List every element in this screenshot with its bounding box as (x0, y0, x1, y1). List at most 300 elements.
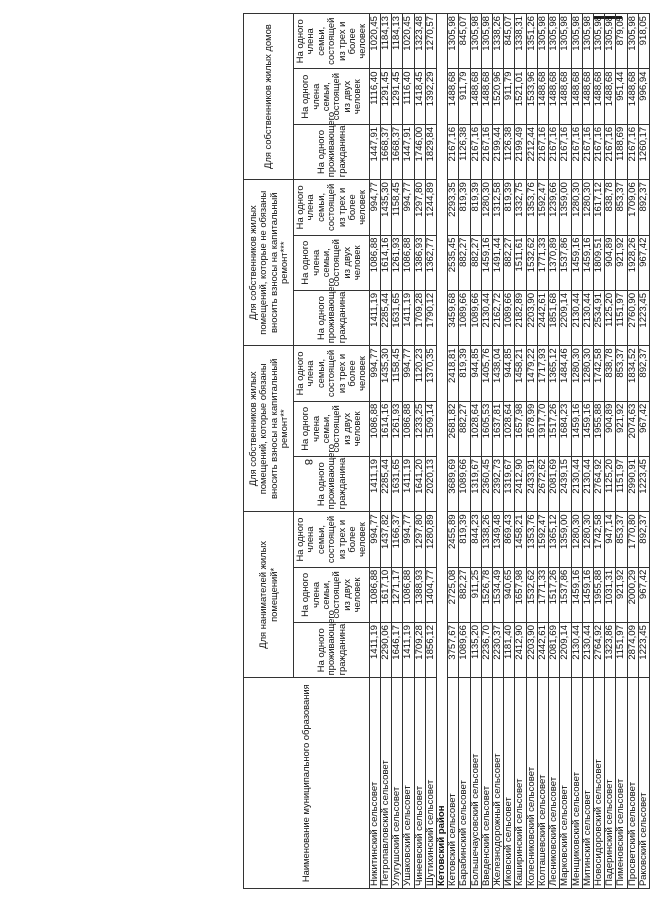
value-cell: 2672,62 (537, 457, 548, 512)
value-cell: 1488,68 (582, 69, 593, 124)
municipality-name: Иковский сельсовет (504, 678, 515, 889)
value-cell: 951,44 (616, 69, 627, 124)
value-cell: 918,05 (638, 14, 649, 70)
value-cell: 1280,30 (481, 180, 492, 235)
value-cell: 2439,15 (560, 457, 571, 512)
value-cell: 3459,68 (448, 290, 459, 345)
value-cell: 1834,52 (627, 346, 638, 401)
value-cell: 892,37 (638, 512, 649, 567)
value-cell: 1532,62 (526, 567, 537, 622)
value-cell: 2285,44 (381, 457, 392, 512)
value-cell: 2203,90 (526, 290, 537, 345)
value-cell: 838,78 (605, 180, 616, 235)
value-cell: 1305,98 (582, 14, 593, 70)
value-cell: 2162,72 (493, 290, 504, 345)
municipality-name: Кетовский сельсовет (448, 678, 459, 889)
municipality-name: Раковский сельсовет (638, 678, 649, 889)
value-cell: 882,27 (459, 235, 470, 290)
table-row (448, 14, 459, 889)
value-cell: 1297,80 (414, 512, 425, 567)
table-row (582, 14, 593, 889)
value-cell: 2130,44 (571, 623, 582, 678)
value-cell: 1488,68 (470, 69, 481, 124)
value-cell: 947,14 (605, 512, 616, 567)
value-cell: 2199,44 (493, 124, 504, 179)
value-cell: 1305,98 (605, 14, 616, 70)
value-cell: 994,77 (403, 346, 414, 401)
subheader-3-2: На одного члена семьи, состоящей из двух человек (294, 235, 370, 290)
value-cell: 1955,88 (593, 401, 604, 456)
value-cell: 3689,69 (448, 457, 459, 512)
value-cell: 1086,88 (403, 401, 414, 456)
value-cell: 1488,68 (593, 69, 604, 124)
value-cell: 911,25 (470, 567, 481, 622)
value-cell: 944,85 (470, 346, 481, 401)
value-cell: 2236,70 (481, 623, 492, 678)
value-cell: 1418,45 (414, 69, 425, 124)
section-title: Кетовский район (437, 14, 448, 889)
municipality-name: Падеринский сельсовет (605, 678, 616, 889)
value-cell: 1086,88 (369, 567, 380, 622)
table-row (493, 14, 504, 889)
value-cell: 1305,98 (448, 14, 459, 70)
value-cell: 2442,61 (537, 290, 548, 345)
value-cell: 2412,90 (515, 457, 526, 512)
value-cell: 1031,31 (605, 567, 616, 622)
value-cell: 944,85 (504, 346, 515, 401)
municipality-name: Петропавловский сельсовет (381, 678, 392, 889)
value-cell: 1089,66 (459, 623, 470, 678)
value-cell: 1742,58 (593, 346, 604, 401)
value-cell: 1459,16 (571, 401, 582, 456)
value-cell: 3757,67 (448, 623, 459, 678)
municipality-name: Просветский сельсовет (627, 678, 638, 889)
value-cell: 2167,16 (481, 124, 492, 179)
value-cell: 994,77 (369, 512, 380, 567)
value-cell: 819,39 (470, 180, 481, 235)
value-cell: 1411,19 (369, 457, 380, 512)
value-cell: 2130,44 (582, 457, 593, 512)
value-cell: 2418,81 (448, 346, 459, 401)
value-cell: 2433,91 (526, 457, 537, 512)
value-cell: 1437,82 (381, 512, 392, 567)
value-cell: 2534,91 (593, 290, 604, 345)
value-cell: 2167,16 (605, 124, 616, 179)
value-cell: 1488,68 (605, 69, 616, 124)
value-cell: 2760,90 (627, 290, 638, 345)
value-cell: 1592,47 (537, 180, 548, 235)
value-cell: 1359,00 (560, 180, 571, 235)
municipality-name: Менщиковский сельсовет (571, 678, 582, 889)
rotated-table-container (243, 13, 649, 889)
municipality-name: Марковский сельсовет (560, 678, 571, 889)
table-row (381, 14, 392, 889)
value-cell: 921,92 (616, 401, 627, 456)
value-cell: 1353,76 (526, 512, 537, 567)
subheader-4-1: На одного проживающего гражданина (294, 124, 370, 179)
value-cell: 2081,69 (549, 457, 560, 512)
value-cell: 1479,22 (526, 346, 537, 401)
table-row (605, 14, 616, 889)
value-cell: 819,39 (459, 346, 470, 401)
municipality-name: Ушаковский сельсовет (403, 678, 414, 889)
value-cell: 1459,16 (481, 235, 492, 290)
value-cell: 1491,44 (493, 235, 504, 290)
value-cell: 879,05 (616, 14, 627, 70)
value-cell: 1261,93 (392, 401, 403, 456)
table-row (638, 14, 649, 889)
value-cell: 1319,67 (470, 457, 481, 512)
value-cell: 1411,19 (369, 290, 380, 345)
value-cell: 1411,19 (403, 623, 414, 678)
value-cell: 921,92 (616, 567, 627, 622)
municipality-name: Каширинский сельсовет (515, 678, 526, 889)
table-row (537, 14, 548, 889)
value-cell: 1809,51 (593, 235, 604, 290)
value-cell: 2764,92 (593, 623, 604, 678)
value-cell: 2360,45 (481, 457, 492, 512)
value-cell: 882,27 (459, 401, 470, 456)
value-cell: 2442,61 (537, 623, 548, 678)
value-cell: 2130,44 (481, 290, 492, 345)
value-cell: 2285,44 (381, 290, 392, 345)
tariff-table (243, 13, 650, 889)
subheader-2-2: На одного члена семьи, состоящей из двух человек (294, 401, 370, 456)
value-cell: 1305,98 (549, 14, 560, 70)
table-row (459, 14, 470, 889)
value-cell: 1125,20 (605, 290, 616, 345)
value-cell: 1534,49 (493, 567, 504, 622)
value-cell: 1637,81 (493, 401, 504, 456)
value-cell: 1447,91 (403, 124, 414, 179)
value-cell: 1280,30 (582, 346, 593, 401)
value-cell: 819,39 (459, 180, 470, 235)
value-cell: 2167,16 (549, 124, 560, 179)
value-cell: 1280,30 (571, 512, 582, 567)
value-cell: 1261,93 (392, 235, 403, 290)
value-cell: 1917,70 (537, 401, 548, 456)
value-cell: 1280,30 (571, 346, 582, 401)
value-cell: 1405,76 (481, 346, 492, 401)
value-cell: 1488,68 (627, 69, 638, 124)
value-cell: 1151,97 (616, 290, 627, 345)
value-cell: 967,42 (638, 401, 649, 456)
value-cell: 2167,16 (470, 124, 481, 179)
value-cell: 1435,30 (381, 346, 392, 401)
value-cell: 1459,16 (571, 235, 582, 290)
value-cell: 1488,68 (481, 69, 492, 124)
table-row (470, 14, 481, 889)
value-cell: 1411,19 (403, 457, 414, 512)
value-cell: 1521,01 (515, 69, 526, 124)
value-cell: 1158,45 (392, 180, 403, 235)
value-cell: 1086,88 (369, 235, 380, 290)
table-row (571, 14, 582, 889)
value-cell: 994,77 (369, 346, 380, 401)
header-group-house-owners: Для собственников жилых домов (244, 14, 294, 180)
value-cell: 904,89 (605, 235, 616, 290)
value-cell: 1020,45 (369, 14, 380, 70)
value-cell: 1631,65 (392, 457, 403, 512)
value-cell: 1184,13 (392, 14, 403, 70)
value-cell: 2764,92 (593, 457, 604, 512)
value-cell: 1297,80 (414, 180, 425, 235)
value-cell: 1305,98 (593, 14, 604, 70)
value-cell: 1484,46 (560, 346, 571, 401)
value-cell: 1323,86 (605, 623, 616, 678)
value-cell: 1459,16 (582, 567, 593, 622)
value-cell: 1517,26 (549, 401, 560, 456)
value-cell: 1668,37 (381, 124, 392, 179)
value-cell: 911,79 (459, 69, 470, 124)
value-cell: 1305,98 (481, 14, 492, 70)
value-cell: 1771,33 (537, 235, 548, 290)
value-cell: 1592,47 (537, 512, 548, 567)
value-cell: 2182,89 (515, 290, 526, 345)
table-row (616, 14, 627, 889)
subheader-4-2: На одного члена семьи, состоящей из двух человек (294, 69, 370, 124)
value-cell: 1537,86 (560, 235, 571, 290)
subheader-4-3: На одного члена семьи, состоящей из трех и более человек (294, 14, 370, 70)
table-row (593, 14, 604, 889)
value-cell: 1353,76 (526, 180, 537, 235)
value-cell: 2130,44 (582, 290, 593, 345)
value-cell: 1184,13 (381, 14, 392, 70)
value-cell: 1370,35 (425, 346, 436, 401)
value-cell: 2199,49 (515, 124, 526, 179)
value-cell: 1086,88 (403, 567, 414, 622)
value-cell: 844,23 (470, 512, 481, 567)
value-cell: 1928,26 (627, 235, 638, 290)
value-cell: 2209,14 (560, 290, 571, 345)
value-cell: 1305,98 (537, 14, 548, 70)
value-cell: 2455,89 (448, 512, 459, 567)
value-cell: 1338,26 (481, 512, 492, 567)
value-cell: 819,39 (459, 512, 470, 567)
value-cell: 1617,12 (593, 180, 604, 235)
subheader-3-3: На одного члена семьи, состоящей из трех и более человек (294, 180, 370, 235)
value-cell: 2167,16 (448, 124, 459, 179)
municipality-name: Большечаусовский сельсовет (470, 678, 481, 889)
value-cell: 1086,88 (403, 235, 414, 290)
value-cell: 1488,68 (571, 69, 582, 124)
value-cell: 1270,57 (425, 14, 436, 70)
value-cell: 1509,14 (425, 401, 436, 456)
value-cell: 2293,35 (448, 180, 459, 235)
value-cell: 1459,16 (582, 235, 593, 290)
municipality-name: Никитинский сельсовет (369, 678, 380, 889)
value-cell: 1305,98 (560, 14, 571, 70)
value-cell: 2074,63 (627, 401, 638, 456)
value-cell: 1116,40 (369, 69, 380, 124)
value-cell: 994,77 (403, 180, 414, 235)
value-cell: 1312,58 (493, 180, 504, 235)
value-cell: 1641,20 (414, 457, 425, 512)
municipality-name: Колесниковский сельсовет (526, 678, 537, 889)
value-cell: 1856,12 (425, 623, 436, 678)
value-cell: 892,37 (638, 346, 649, 401)
table-row (526, 14, 537, 889)
value-cell: 1605,53 (481, 401, 492, 456)
value-cell: 1684,23 (560, 401, 571, 456)
municipality-name: Шутихинский сельсовет (425, 678, 436, 889)
value-cell: 1771,33 (537, 567, 548, 622)
value-cell: 1438,04 (493, 346, 504, 401)
value-cell: 1511,61 (515, 235, 526, 290)
subheader-1-2: На одного члена семьи, состоящей из двух человек (294, 567, 370, 622)
value-cell: 1488,68 (549, 69, 560, 124)
value-cell: 1223,45 (638, 623, 649, 678)
value-cell: 1365,12 (549, 346, 560, 401)
value-cell: 1280,30 (582, 180, 593, 235)
value-cell: 1404,77 (425, 567, 436, 622)
value-cell: 1392,29 (425, 69, 436, 124)
value-cell: 1386,93 (414, 235, 425, 290)
subheader-2-1: На одного проживающего гражданина (294, 457, 370, 512)
value-cell: 2412,90 (515, 623, 526, 678)
value-cell: 1233,25 (414, 401, 425, 456)
section-row (437, 14, 448, 889)
value-cell: 1520,96 (493, 69, 504, 124)
value-cell: 1517,26 (549, 567, 560, 622)
value-cell: 1370,89 (549, 235, 560, 290)
header-group-owners-no-repair: Для собственников жилых помещений, которые не обязаны вносить взносы на капитальный ремонт*** (244, 180, 294, 346)
value-cell: 1411,19 (369, 623, 380, 678)
value-cell: 1158,45 (392, 346, 403, 401)
table-row (425, 14, 436, 889)
value-cell: 1955,88 (593, 567, 604, 622)
value-cell: 1280,30 (571, 180, 582, 235)
value-cell: 1447,91 (369, 124, 380, 179)
value-cell: 882,27 (459, 567, 470, 622)
value-cell: 1657,98 (515, 401, 526, 456)
value-cell: 1239,66 (549, 180, 560, 235)
value-cell: 819,39 (504, 180, 515, 235)
value-cell: 2167,16 (560, 124, 571, 179)
value-cell: 2020,13 (425, 457, 436, 512)
subheader-3-1: На одного проживающего гражданина (294, 290, 370, 345)
value-cell: 1223,45 (638, 457, 649, 512)
value-cell: 1668,37 (392, 124, 403, 179)
value-cell: 1338,31 (515, 14, 526, 70)
value-cell: 1742,58 (593, 512, 604, 567)
value-cell: 1359,00 (560, 512, 571, 567)
value-cell: 1028,64 (470, 401, 481, 456)
value-cell: 1116,40 (403, 69, 414, 124)
value-cell: 1305,98 (470, 14, 481, 70)
value-cell: 1332,75 (515, 180, 526, 235)
value-cell: 1120,23 (414, 346, 425, 401)
value-cell: 904,89 (605, 401, 616, 456)
table-row (627, 14, 638, 889)
value-cell: 1291,45 (381, 69, 392, 124)
value-cell: 996,94 (638, 69, 649, 124)
value-cell: 2681,82 (448, 401, 459, 456)
value-cell: 994,77 (403, 512, 414, 567)
value-cell: 2167,16 (571, 124, 582, 179)
value-cell: 1028,64 (504, 401, 515, 456)
value-cell: 1244,89 (425, 180, 436, 235)
value-cell: 1411,19 (403, 290, 414, 345)
value-cell: 1089,66 (459, 457, 470, 512)
municipality-name: Железнодорожный сельсовет (493, 678, 504, 889)
table-row (515, 14, 526, 889)
value-cell: 1291,45 (392, 69, 403, 124)
value-cell: 882,27 (470, 235, 481, 290)
value-cell: 1646,17 (392, 623, 403, 678)
value-cell: 1790,12 (425, 290, 436, 345)
value-cell: 845,07 (459, 14, 470, 70)
value-cell: 1532,62 (526, 235, 537, 290)
subheader-1-3: На одного члена семьи, состоящей из трех и более человек (294, 512, 370, 567)
subheader-2-3: На одного члена семьи, состоящей из трех и более человек (294, 346, 370, 401)
value-cell: 1459,16 (571, 567, 582, 622)
value-cell: 967,42 (638, 567, 649, 622)
value-cell: 967,42 (638, 235, 649, 290)
value-cell: 1089,66 (504, 290, 515, 345)
value-cell: 1709,06 (627, 180, 638, 235)
value-cell: 853,37 (616, 346, 627, 401)
value-cell: 1126,38 (459, 124, 470, 179)
table-row (549, 14, 560, 889)
value-cell: 1488,68 (448, 69, 459, 124)
value-cell: 940,65 (504, 567, 515, 622)
value-cell: 1020,45 (403, 14, 414, 70)
value-cell: 1126,38 (504, 124, 515, 179)
municipality-name: Барабинский сельсовет (459, 678, 470, 889)
value-cell: 853,37 (616, 180, 627, 235)
value-cell: 2290,06 (381, 623, 392, 678)
value-cell: 1526,78 (481, 567, 492, 622)
value-cell: 1717,93 (537, 346, 548, 401)
value-cell: 1709,28 (414, 623, 425, 678)
value-cell: 1089,66 (459, 290, 470, 345)
value-cell: 2392,73 (493, 457, 504, 512)
subheader-1-1: На одного проживающего гражданина (294, 623, 370, 678)
value-cell: 2167,16 (537, 124, 548, 179)
value-cell: 2167,16 (627, 124, 638, 179)
value-cell: 1537,86 (560, 567, 571, 622)
value-cell: 1280,30 (582, 512, 593, 567)
value-cell: 1614,16 (381, 235, 392, 290)
value-cell: 2130,44 (582, 623, 593, 678)
value-cell: 2130,44 (571, 457, 582, 512)
value-cell: 1770,80 (627, 512, 638, 567)
table-row (560, 14, 571, 889)
table-row (369, 14, 380, 889)
value-cell: 2000,29 (627, 567, 638, 622)
value-cell: 1657,98 (515, 567, 526, 622)
table-row (403, 14, 414, 889)
municipality-name: Улугушский сельсовет (392, 678, 403, 889)
value-cell: 838,78 (605, 346, 616, 401)
value-cell: 1351,26 (526, 14, 537, 70)
value-cell: 1271,17 (392, 567, 403, 622)
table-row (504, 14, 515, 889)
value-cell: 1614,16 (381, 401, 392, 456)
header-group-owners-repair: Для собственников жилых помещений, которые обязаны вносить взносы на капитальный ремонт** (244, 346, 294, 512)
value-cell: 1362,77 (425, 235, 436, 290)
value-cell: 2725,08 (448, 567, 459, 622)
table-row (392, 14, 403, 889)
value-cell: 1089,66 (470, 290, 481, 345)
page-number: 8 (302, 458, 315, 466)
value-cell: 1365,12 (549, 512, 560, 567)
value-cell: 1488,68 (560, 69, 571, 124)
value-cell: 892,37 (638, 180, 649, 235)
value-cell: 2130,44 (571, 290, 582, 345)
value-cell: 2167,16 (593, 124, 604, 179)
